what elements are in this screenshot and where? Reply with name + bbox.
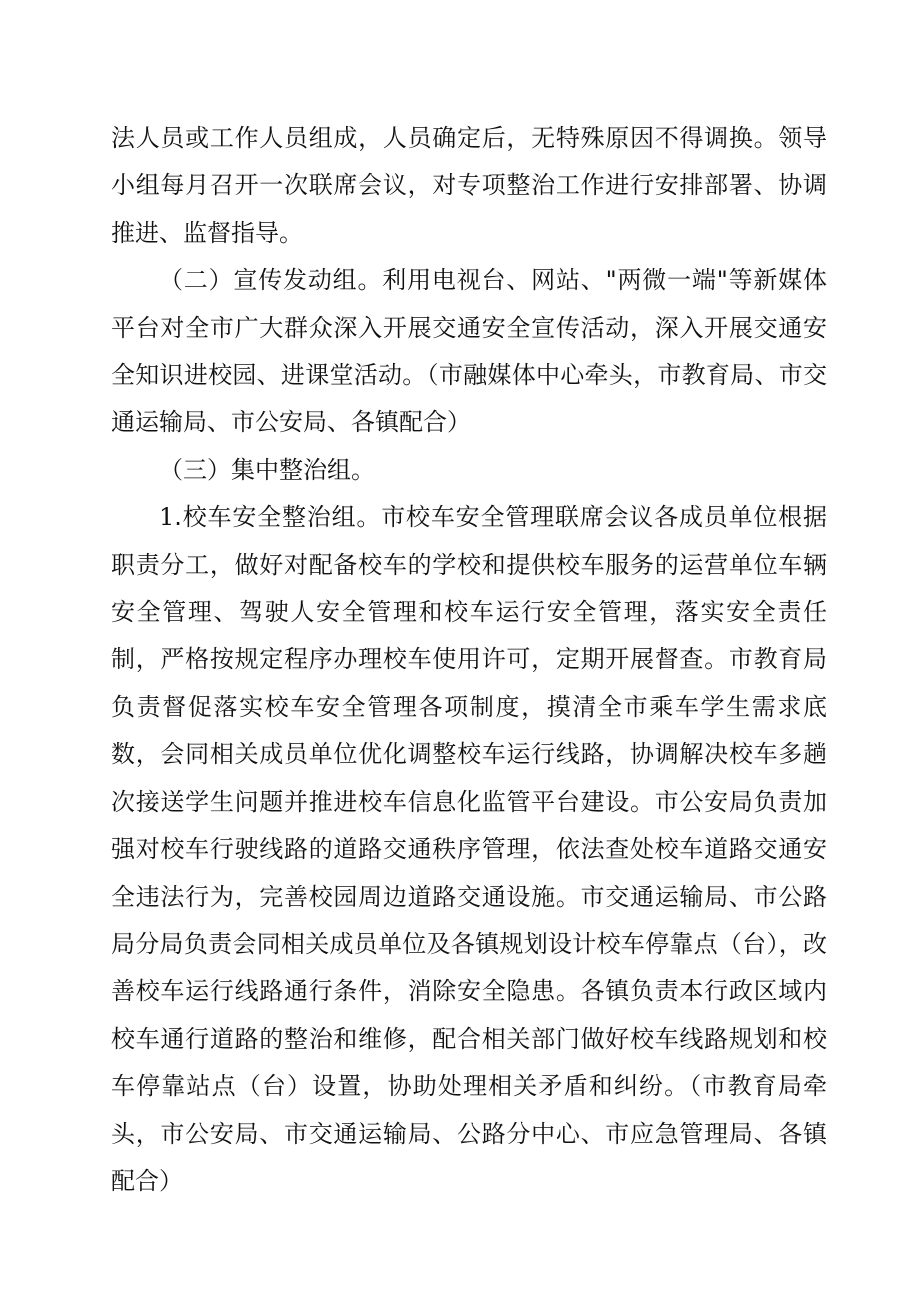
paragraph-school-bus-safety-text: .校车安全整治组。市校车安全管理联席会议各成员单位根据职责分工，做好对配备校车的学校和提供校车服务的运营单位车辆安全管理、驾驶人安全管理和校车运行安全管理，落实安全责任制，严格按规定程序办理校车使用许可，定期开展督查。市教育局负责督促落实校车安全管理各项制度，摸清全市乘车学生需求底数，会同相关成员单位优化调整校车运行线路，协调解决校车多趟次接送学生问题并推进校车信息化监管平台建设。市公安局负责加强对校车行驶线路的道路交通秩序管理，依法查处校车道路交通安全违法行为，完善校园周边道路交通设施。市交通运输局、市公路局分局负责会同相关成员单位及各镇规划设计校车停靠点（台），改善校车运行线路通行条件，消除安全隐患。各镇负责本行政区域内校车通行道路的整治和维修，配合相关部门做好校车线路规划和校车停靠站点（台）设置，协助处理相关矛盾和纠纷。（市教育局牵头，市公安局、市交通运输局、公路分中心、市应急管理局、各镇配合） [111, 503, 827, 1195]
paragraph-school-bus-safety [111, 494, 827, 1205]
item-number: 1 [159, 503, 175, 532]
document-body [111, 115, 827, 1205]
paragraph-leadership-meeting: 法人员或工作人员组成，人员确定后，无特殊原因不得调换。领导小组每月召开一次联席会议，对专项整治工作进行安排部署、协调推进、监督指导。 [111, 124, 827, 247]
paragraph-rectification-group-heading: （三）集中整治组。 [159, 455, 375, 484]
paragraph-publicity-group: （二）宣传发动组。利用电视台、网站、"两微一端"等新媒体平台对全市广大群众深入开展交通安全宣传活动，深入开展交通安全知识进校园、进课堂活动。（市融媒体中心牵头，市教育局、市交通运输局、市公安局、各镇配合） [111, 266, 827, 437]
